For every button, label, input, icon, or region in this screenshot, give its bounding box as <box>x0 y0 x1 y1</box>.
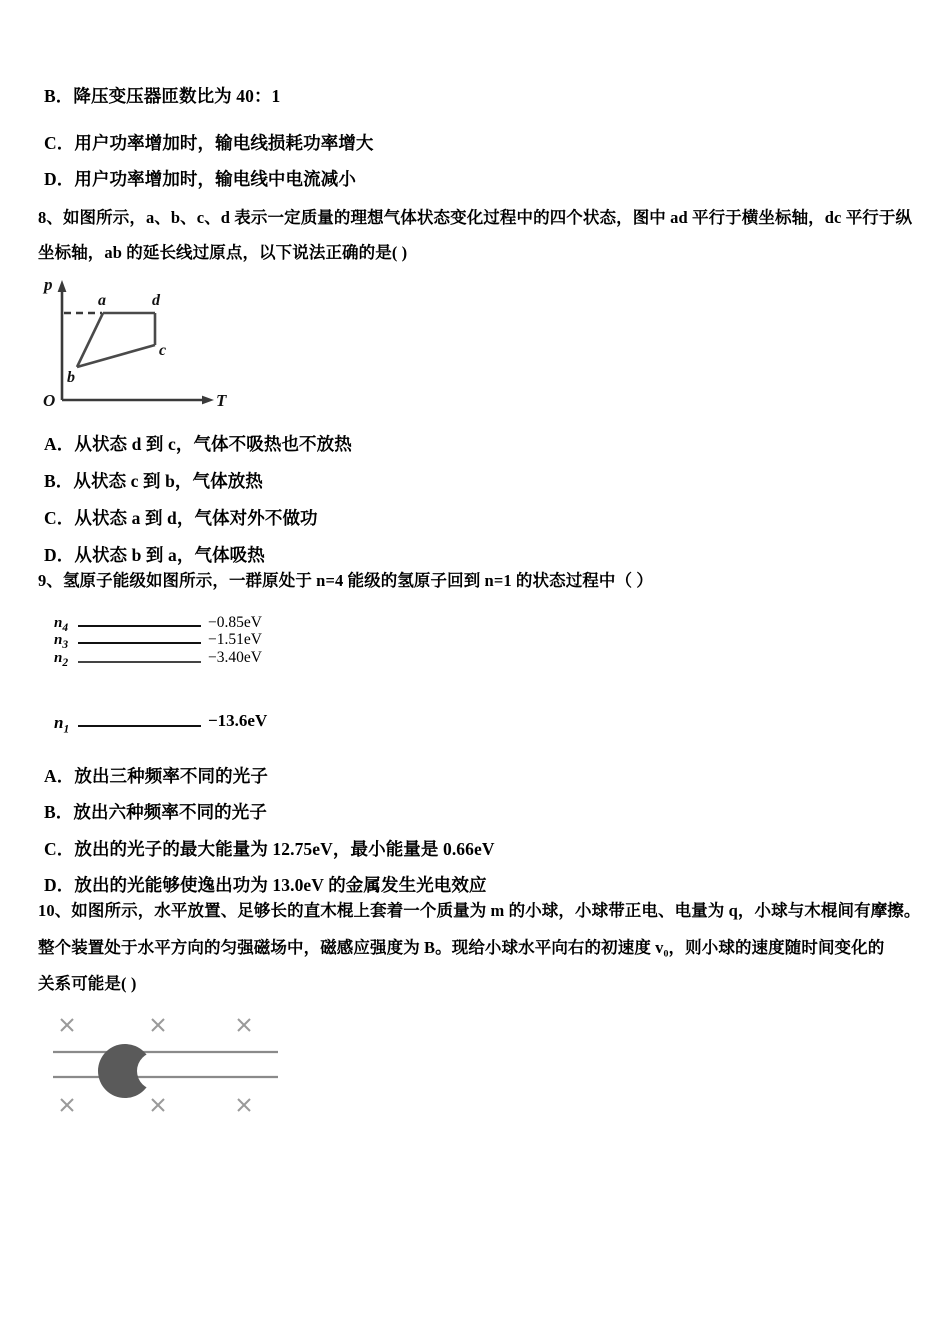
level-label-n3: $n_3$ <box>54 632 69 651</box>
level-label-n4: $n_4$ <box>54 615 69 634</box>
q9-option-b: B．放出六种频率不同的光子 <box>44 802 267 822</box>
segment-c-b <box>77 345 155 367</box>
q9-option-d: D．放出的光能够使逸出功为 13.0eV 的金属发生光电效应 <box>44 875 487 895</box>
level-bar-n2 <box>78 661 201 663</box>
rod-field-svg <box>40 1005 330 1130</box>
q7-option-d: D．用户功率增加时，输电线中电流减小 <box>44 169 356 189</box>
q10-figure-rod-in-field <box>40 1005 330 1130</box>
p-axis-arrowhead <box>58 280 67 292</box>
p-axis-label: p <box>44 275 53 294</box>
q10-stem-line3: 关系可能是( ) <box>38 974 137 993</box>
point-label-b: b <box>67 369 75 386</box>
level-bar-n3 <box>78 642 201 644</box>
t-axis-arrowhead <box>202 396 214 405</box>
q7-option-b: B．降压变压器匝数比为 40：1 <box>44 86 281 106</box>
level-bar-n1 <box>78 725 201 727</box>
q8-option-d: D．从状态 b 到 a，气体吸热 <box>44 545 265 565</box>
t-axis-label: T <box>216 391 227 407</box>
point-label-d: d <box>152 292 160 309</box>
level-value-n3: −1.51eV <box>208 631 262 648</box>
q8-stem-line1: 8、如图所示，a、b、c、d 表示一定质量的理想气体状态变化过程中的四个状态，图中 ad 平行于横坐标轴，dc 平行于纵 <box>38 208 913 227</box>
q9-option-c: C．放出的光子的最大能量为 12.75eV，最小能量是 0.66eV <box>44 839 495 859</box>
q8-figure-p-t-diagram <box>40 272 240 407</box>
level-value-n4: −0.85eV <box>208 614 262 631</box>
q8-option-a: A．从状态 d 到 c，气体不吸热也不放热 <box>44 434 352 454</box>
q9-stem: 9、氢原子能级如图所示，一群原处于 n=4 能级的氢原子回到 n=1 的状态过程中（ ） <box>38 571 653 590</box>
point-label-a: a <box>98 292 106 309</box>
q8-option-b: B．从状态 c 到 b，气体放热 <box>44 471 263 491</box>
point-label-c: c <box>159 342 167 359</box>
q9-figure-energy-levels <box>40 605 320 755</box>
charged-ball <box>40 1005 330 1130</box>
level-value-n2: −3.40eV <box>208 649 262 666</box>
level-label-n1: $n_1$ <box>54 713 70 736</box>
q10-stem-line2: 整个装置处于水平方向的匀强磁场中，磁感应强度为 B。现给小球水平向右的初速度 v₀，则小球的速度随时间变化的 <box>38 938 885 957</box>
level-label-n2: $n_2$ <box>54 650 69 669</box>
q8-option-c: C．从状态 a 到 d，气体对外不做功 <box>44 508 318 528</box>
p-t-diagram-svg <box>40 272 240 407</box>
q8-stem-line2: 坐标轴，ab 的延长线过原点，以下说法正确的是( ) <box>38 243 408 262</box>
origin-label: O <box>43 391 56 407</box>
q9-option-a: A．放出三种频率不同的光子 <box>44 766 268 786</box>
level-value-n1: −13.6eV <box>208 711 268 730</box>
segment-b-a <box>77 313 103 367</box>
q10-stem-line1: 10、如图所示，水平放置、足够长的直木棍上套着一个质量为 m 的小球，小球带正电、电量为 q，小球与木棍间有摩擦。 <box>38 901 921 920</box>
level-bar-n4 <box>78 625 201 627</box>
q7-option-c: C．用户功率增加时，输电线损耗功率增大 <box>44 133 374 153</box>
